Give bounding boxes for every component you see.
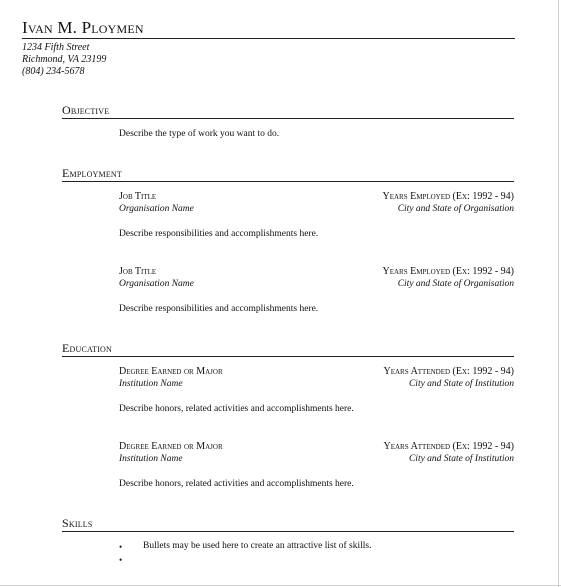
- institution-location[interactable]: City and State of Institution: [408, 379, 514, 389]
- objective-text[interactable]: Describe the type of work you want to do.: [119, 129, 280, 139]
- resume-name[interactable]: Ivan M. Ploymen: [22, 18, 144, 37]
- institution-name[interactable]: Institution Name: [119, 454, 183, 464]
- education-description[interactable]: Describe honors, related activities and accomplishments here.: [119, 404, 354, 414]
- organisation-location[interactable]: City and State of Organisation: [397, 204, 514, 214]
- bullet-icon: •: [119, 555, 123, 565]
- section-divider-education: [62, 356, 514, 357]
- job-title[interactable]: Job Title: [119, 266, 157, 277]
- employment-description[interactable]: Describe responsibilities and accomplishments here.: [119, 229, 319, 239]
- organisation-name[interactable]: Organisation Name: [119, 279, 194, 289]
- page-edge-bottom: [0, 585, 561, 586]
- section-divider-objective: [62, 118, 514, 119]
- skill-item[interactable]: Bullets may be used here to create an attractive list of skills.: [143, 541, 372, 551]
- job-title[interactable]: Job Title: [119, 191, 157, 202]
- institution-name[interactable]: Institution Name: [119, 379, 183, 389]
- address-street[interactable]: 1234 Fifth Street: [22, 42, 90, 53]
- years-attended[interactable]: Years Attended (Ex: 1992 - 94): [383, 366, 514, 377]
- section-divider-employment: [62, 181, 514, 182]
- years-employed[interactable]: Years Employed (Ex: 1992 - 94): [382, 191, 514, 202]
- organisation-name[interactable]: Organisation Name: [119, 204, 194, 214]
- page-edge-right: [558, 0, 559, 587]
- years-attended[interactable]: Years Attended (Ex: 1992 - 94): [383, 441, 514, 452]
- section-title-objective[interactable]: Objective: [62, 103, 110, 117]
- section-divider-skills: [62, 531, 514, 532]
- degree-title[interactable]: Degree Earned or Major: [119, 441, 223, 452]
- header-divider: [22, 38, 515, 39]
- degree-title[interactable]: Degree Earned or Major: [119, 366, 223, 377]
- bullet-icon: •: [119, 542, 123, 552]
- institution-location[interactable]: City and State of Institution: [408, 454, 514, 464]
- organisation-location[interactable]: City and State of Organisation: [397, 279, 514, 289]
- address-city[interactable]: Richmond, VA 23199: [22, 54, 107, 65]
- phone-number[interactable]: (804) 234-5678: [22, 66, 85, 77]
- section-title-education[interactable]: Education: [62, 341, 113, 355]
- section-title-employment[interactable]: Employment: [62, 166, 122, 180]
- education-description[interactable]: Describe honors, related activities and accomplishments here.: [119, 479, 354, 489]
- employment-description[interactable]: Describe responsibilities and accomplishments here.: [119, 304, 319, 314]
- years-employed[interactable]: Years Employed (Ex: 1992 - 94): [382, 266, 514, 277]
- section-title-skills[interactable]: Skills: [62, 516, 93, 530]
